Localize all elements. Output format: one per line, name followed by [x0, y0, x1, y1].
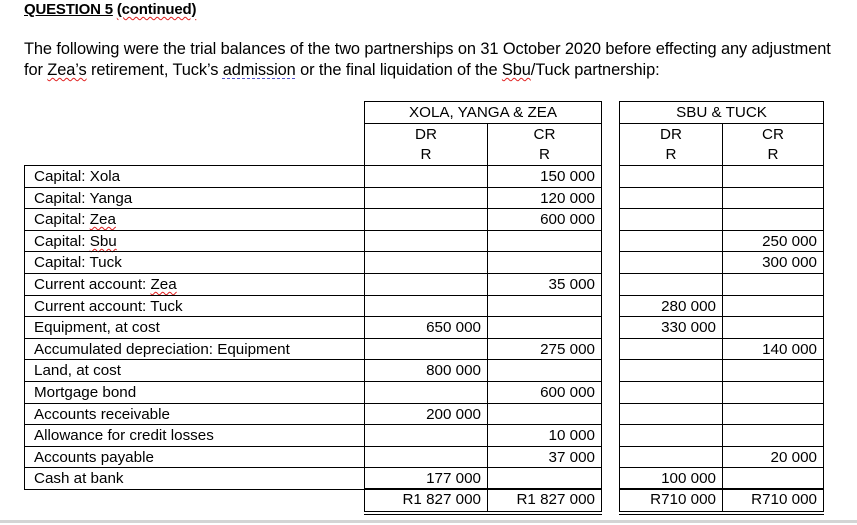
currency-label: R [665, 146, 677, 163]
partnership2-dr-amount [619, 165, 723, 188]
partnership1-cr-amount [487, 230, 602, 252]
partnership2-dr-amount [619, 273, 723, 296]
partnership1-dr-amount [364, 338, 488, 360]
page-bottom-divider [0, 520, 857, 523]
partnership1-title: XOLA, YANGA & ZEA [364, 101, 602, 124]
partnership2-cr-amount: 20 000 [722, 446, 824, 468]
partnership1-cr-header [487, 123, 602, 166]
partnership2-dr-header [619, 123, 723, 166]
intro-text: The following were the trial balances of the two partnerships on 31 October 2020 before effecting any adjustment for [24, 40, 831, 79]
partnership1-cr-amount [487, 467, 602, 490]
partnership2-dr-amount [619, 208, 723, 231]
intro-text: retirement, Tuck’s [86, 61, 223, 79]
partnership1-dr-total: R1 827 000 [364, 488, 488, 512]
partnership1-cr-amount: 35 000 [487, 273, 602, 296]
account-name [24, 273, 365, 296]
currency-label: R [539, 146, 550, 163]
account-name: Cash at bank [24, 467, 365, 490]
intro-sbu: Sbu [501, 61, 531, 79]
account-name: Accounts payable [24, 446, 365, 468]
partnership1-cr-amount: 600 000 [487, 381, 602, 404]
intro-text: /Tuck partnership: [530, 61, 660, 79]
partnership2-title: SBU & TUCK [619, 101, 824, 124]
account-name: Allowance for credit losses [24, 424, 365, 447]
partnership1-dr-amount [364, 381, 488, 404]
partnership1-cr-amount: 275 000 [487, 338, 602, 360]
account-name: Land, at cost [24, 359, 365, 382]
intro-zea: Zea’s [47, 61, 87, 79]
partnership1-cr-amount: 37 000 [487, 446, 602, 468]
partnership2-dr-amount: 330 000 [619, 316, 723, 339]
partnership2-cr-amount [722, 381, 824, 404]
partnership2-dr-amount [619, 359, 723, 382]
double-underline [364, 514, 602, 515]
dr-label: DR [660, 126, 682, 143]
partnership2-dr-amount [619, 403, 723, 425]
partnership2-cr-amount [722, 187, 824, 209]
partnership2-dr-amount [619, 338, 723, 360]
question-heading [24, 1, 196, 18]
partnership1-dr-amount: 177 000 [364, 467, 488, 490]
partnership1-cr-amount: 150 000 [487, 165, 602, 188]
partnership2-cr-amount [722, 316, 824, 339]
partnership2-dr-amount: 100 000 [619, 467, 723, 490]
partnership2-cr-amount: 140 000 [722, 338, 824, 360]
intro-text: or the final liquidation of the [295, 61, 502, 79]
account-name: Capital: Yanga [24, 187, 365, 209]
account-name: Accumulated depreciation: Equipment [24, 338, 365, 360]
cr-label: CR [533, 126, 556, 143]
partnership2-dr-amount [619, 251, 723, 274]
partnership2-dr-amount: 280 000 [619, 295, 723, 317]
partnership1-dr-amount [364, 446, 488, 468]
account-name: Capital: Xola [24, 165, 365, 188]
partnership1-cr-amount: 120 000 [487, 187, 602, 209]
partnership2-cr-amount [722, 359, 824, 382]
partnership2-dr-amount [619, 424, 723, 447]
partnership1-dr-amount [364, 230, 488, 252]
partnership2-dr-amount [619, 187, 723, 209]
account-name: Capital: Tuck [24, 251, 365, 274]
partnership1-dr-amount [364, 424, 488, 447]
partnership2-dr-amount [619, 381, 723, 404]
partnership2-cr-amount: 300 000 [722, 251, 824, 274]
partnership2-dr-total: R710 000 [619, 488, 723, 512]
partnership1-dr-amount [364, 295, 488, 317]
partnership1-cr-amount [487, 251, 602, 274]
partnership2-cr-amount [722, 165, 824, 188]
currency-label: R [767, 146, 779, 163]
partnership2-cr-amount [722, 295, 824, 317]
partnership1-dr-amount [364, 251, 488, 274]
partnership1-cr-amount [487, 403, 602, 425]
account-name: Accounts receivable [24, 403, 365, 425]
partnership2-cr-amount: 250 000 [722, 230, 824, 252]
dr-label: DR [415, 126, 437, 143]
partnership2-cr-total: R710 000 [722, 488, 824, 512]
partnership1-cr-amount: 10 000 [487, 424, 602, 447]
partnership2-dr-amount [619, 230, 723, 252]
account-prefix: Capital: [34, 233, 90, 250]
partnership2-cr-amount [722, 273, 824, 296]
partnership1-dr-header [364, 123, 488, 166]
partnership2-cr-amount [722, 403, 824, 425]
partnership1-cr-amount [487, 295, 602, 317]
partnership1-dr-amount [364, 165, 488, 188]
account-partner-name: Zea [150, 276, 177, 293]
partnership1-dr-amount: 650 000 [364, 316, 488, 339]
partnership2-cr-amount [722, 424, 824, 447]
account-name: Current account: Tuck [24, 295, 365, 317]
partnership1-dr-amount: 800 000 [364, 359, 488, 382]
partnership2-cr-amount [722, 467, 824, 490]
partnership1-cr-amount [487, 316, 602, 339]
question-number: QUESTION 5 [24, 1, 113, 18]
partnership1-cr-amount [487, 359, 602, 382]
partnership1-dr-amount [364, 208, 488, 231]
intro-paragraph [24, 39, 844, 81]
partnership1-cr-total: R1 827 000 [487, 488, 602, 512]
currency-label: R [420, 146, 432, 163]
account-partner-name: Zea [89, 211, 116, 228]
partnership1-cr-amount: 600 000 [487, 208, 602, 231]
partnership1-dr-amount: 200 000 [364, 403, 488, 425]
intro-admission: admission [222, 61, 296, 79]
account-prefix: Capital: [34, 211, 90, 228]
account-name: Equipment, at cost [24, 316, 365, 339]
partnership2-dr-amount [619, 446, 723, 468]
partnership1-dr-amount [364, 273, 488, 296]
partnership2-cr-header [722, 123, 824, 166]
account-prefix: Current account: [34, 276, 151, 293]
account-name [24, 208, 365, 231]
double-underline [619, 514, 824, 515]
account-name [24, 230, 365, 252]
partnership2-cr-amount [722, 208, 824, 231]
question-suffix: (continued) [116, 1, 197, 18]
cr-label: CR [762, 126, 784, 143]
account-partner-name: Sbu [89, 233, 117, 250]
account-name: Mortgage bond [24, 381, 365, 404]
partnership1-dr-amount [364, 187, 488, 209]
